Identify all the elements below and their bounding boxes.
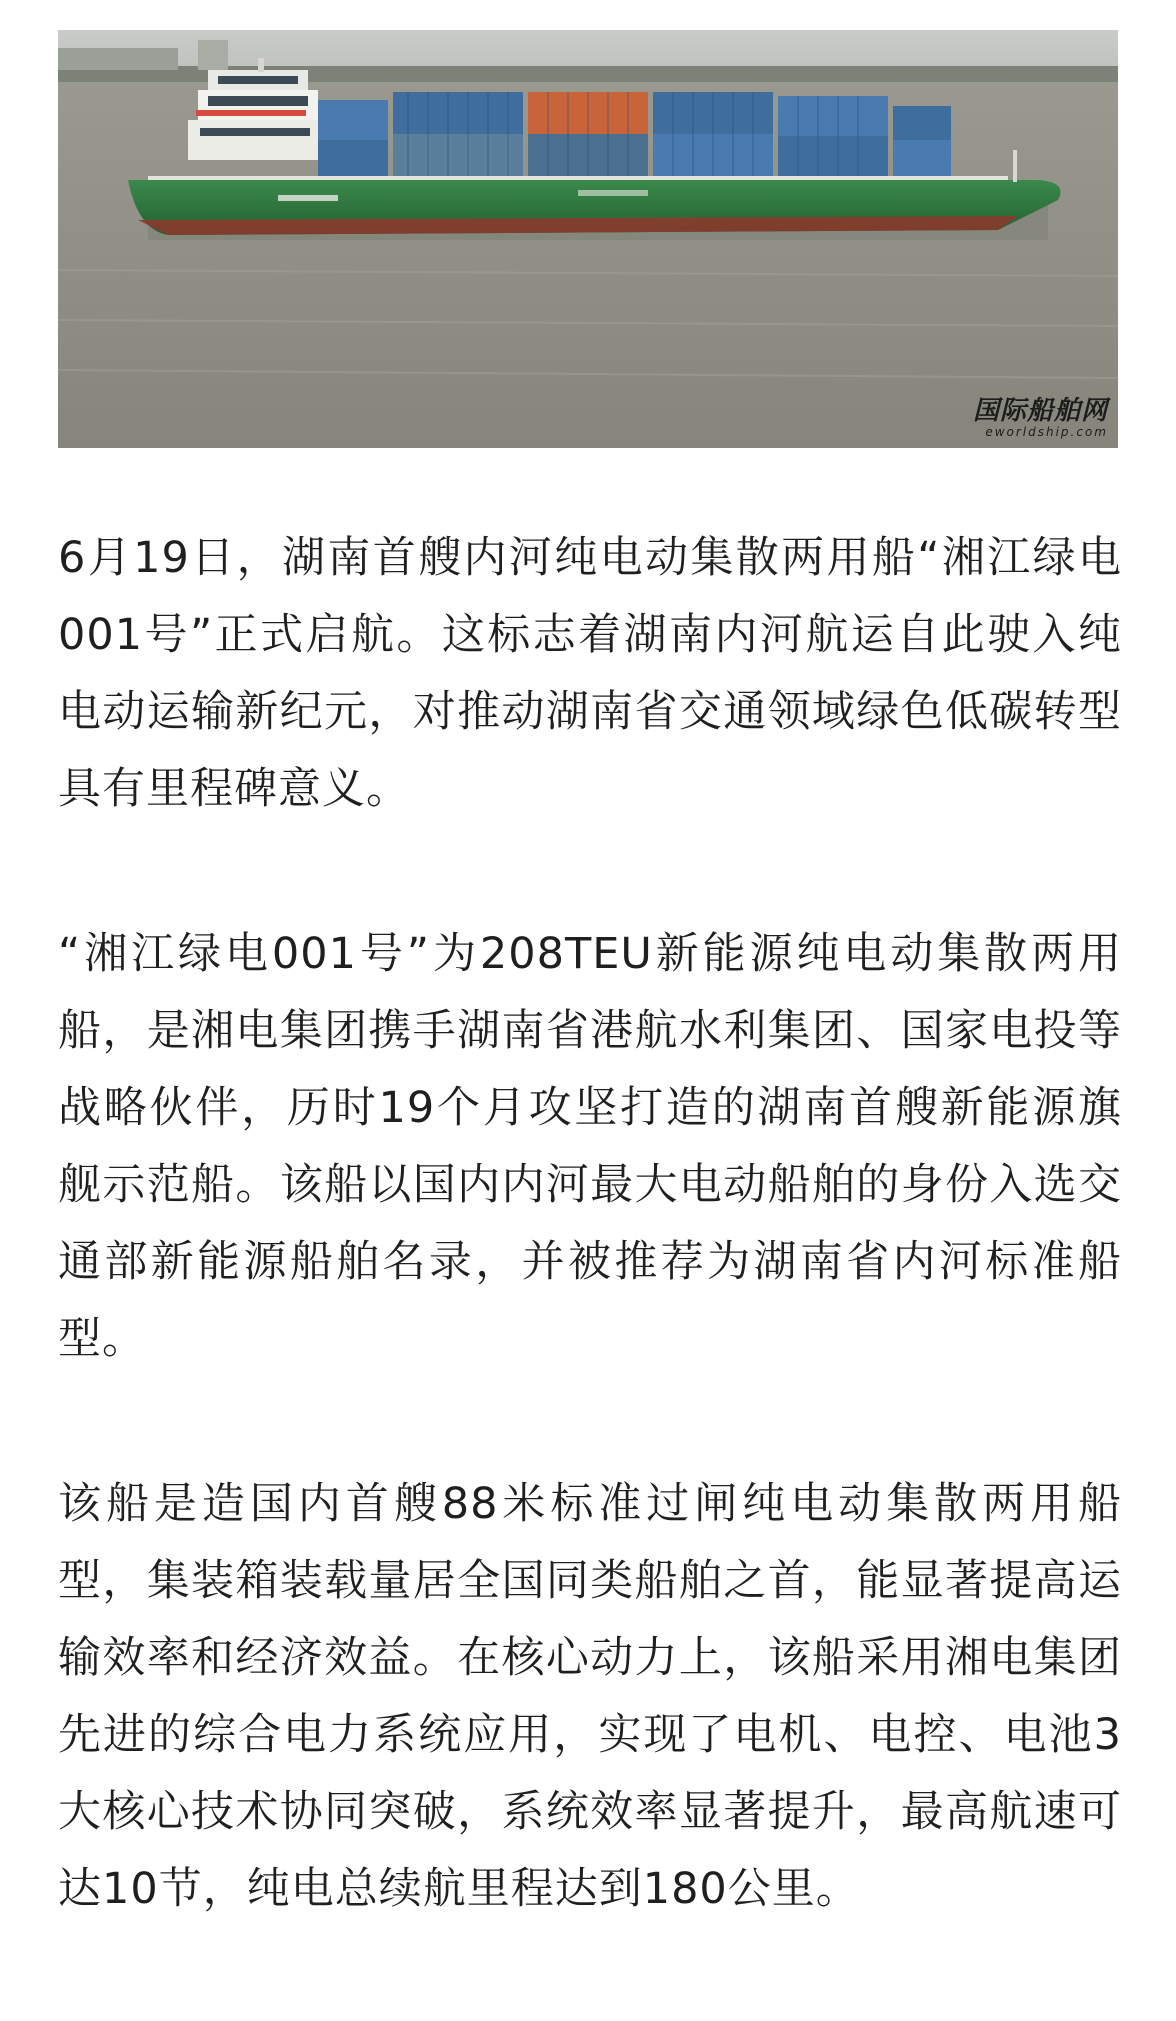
article-paragraph-2: “湘江绿电001号”为208TEU新能源纯电动集散两用船，是湘电集团携手湖南省港航水利集团、国家电投等战略伙伴，历时19个月攻坚打造的湖南首艘新能源旗舰示范船。该船以国内内河最大电动船舶的身份入选交通部新能源船舶名录，并被推荐为湖南省内河标准船型。 — [58, 929, 1122, 1364]
article-paragraph-1: 6月19日，湖南首艘内河纯电动集散两用船“湘江绿电001号”正式启航。这标志着湖南内河航运自此驶入纯电动运输新纪元，对推动湖南省交通领域绿色低碳转型具有里程碑意义。 — [58, 533, 1122, 814]
container-stack — [318, 92, 951, 178]
ship-illustration — [58, 30, 1118, 448]
ship-photo — [58, 30, 1118, 448]
watermark-url: eworldship.com — [985, 425, 1108, 439]
top-spacer — [0, 0, 1176, 30]
article-paragraph-3: 该船是造国内首艘88米标准过闸纯电动集散两用船型，集装箱装载量居全国同类船舶之首，能显著提高运输效率和经济效益。在核心动力上，该船采用湘电集团先进的综合电力系统应用，实现了电机、电控、电池3大核心技术协同突破，系统效率显著提升，最高航速可达10节，纯电总续航里程达到180公里。 — [58, 1479, 1122, 1914]
article-body — [58, 520, 1122, 1928]
photo-watermark — [973, 398, 1108, 438]
watermark-title: 国际船舶网 — [972, 396, 1108, 426]
